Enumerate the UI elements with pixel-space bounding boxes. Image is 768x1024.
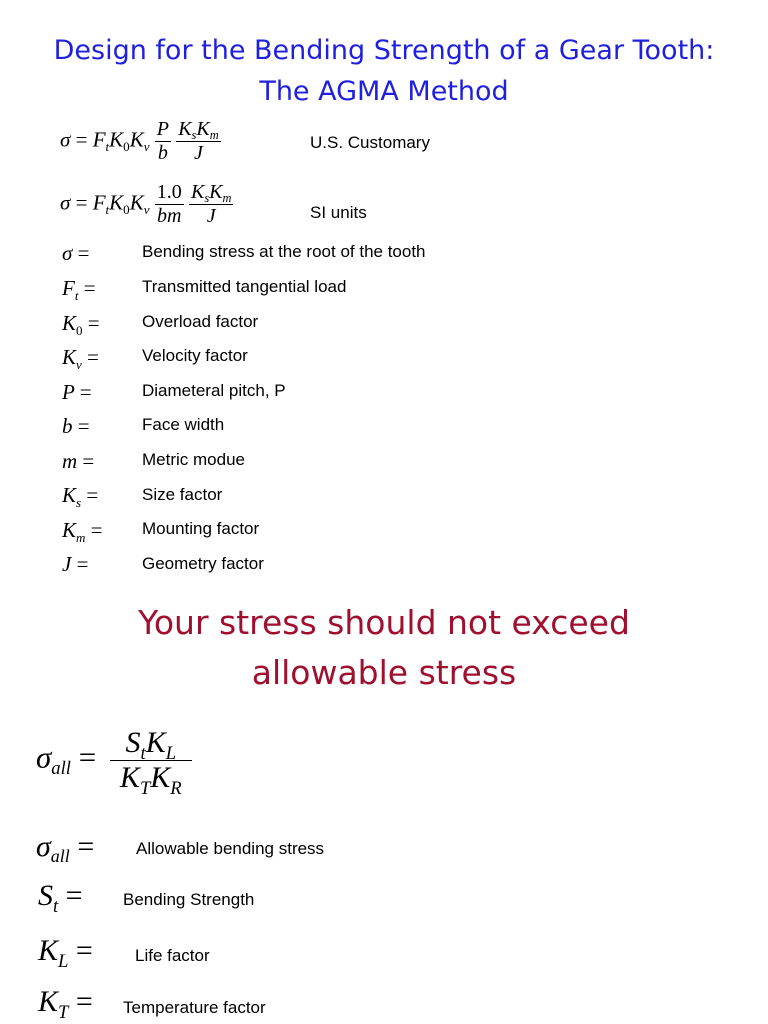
def-text-km: Mounting factor [142, 519, 260, 538]
def-text-kt: Temperature factor [123, 998, 266, 1017]
si-numerator-constant: 1.0 [156, 181, 182, 203]
def-symbol-sigma: σ = [62, 241, 90, 265]
warning-line-1: Your stress should not exceed [138, 603, 630, 642]
def-text-m: Metric modue [142, 450, 245, 469]
def-symbol-km: $K_m$ = [62, 518, 103, 545]
def-text-ks: Size factor [142, 485, 223, 504]
def-text-kv: Velocity factor [142, 346, 248, 365]
def-text-ft: Transmitted tangential load [142, 277, 347, 296]
bending-stress-equation-si: $\sigma = F_tK_0K_v$ $\frac{1.0}{bm}$ $\frac{K_sK_m}{J}$ [60, 181, 232, 227]
def-text-b: Face width [142, 415, 225, 434]
title-line-1: Design for the Bending Strength of a Gear Tooth: [53, 35, 715, 66]
title-line-2: The AGMA Method [259, 76, 509, 107]
def-symbol-j: J = [62, 552, 89, 576]
def-symbol-ks: $K_s$ = [62, 483, 99, 510]
def-symbol-k0: $K_0$ = [62, 311, 100, 338]
def-text-st: Bending Strength [123, 890, 255, 909]
customary-units-label: U.S. Customary [310, 133, 430, 152]
def-symbol-kv: $K_v$ = [62, 345, 99, 372]
def-symbol-sigma-all: $\sigma_{all}$ = [36, 830, 95, 867]
def-text-p: Diameteral pitch, P [142, 381, 286, 400]
warning-line-2: allowable stress [251, 653, 517, 692]
def-symbol-p: P = [62, 380, 92, 404]
def-symbol-b: b = [62, 414, 90, 438]
def-text-sigma: Bending stress at the root of the tooth [142, 242, 426, 261]
def-text-sigma-all: Allowable bending stress [136, 839, 325, 858]
def-text-j: Geometry factor [142, 554, 264, 573]
def-symbol-ft: $F_t$ = [62, 276, 96, 303]
def-symbol-kt: $K_T$ = [38, 985, 93, 1023]
def-symbol-kl: $K_L$ = [38, 934, 93, 972]
def-text-k0: Overload factor [142, 312, 259, 331]
bending-stress-equation-customary: $\sigma = F_tK_0K_v$ $\frac{P}{b}$ $\frac{K_sK_m}{J}$ [60, 118, 219, 164]
def-text-kl: Life factor [135, 946, 210, 965]
def-symbol-st: $S_t$ = [38, 879, 83, 917]
def-symbol-m: m = [62, 449, 95, 473]
si-units-label: SI units [310, 203, 367, 222]
allowable-stress-equation: $\sigma_{all}$ = $\frac{S_tK_L}{K_TK_R}$ [36, 726, 192, 795]
